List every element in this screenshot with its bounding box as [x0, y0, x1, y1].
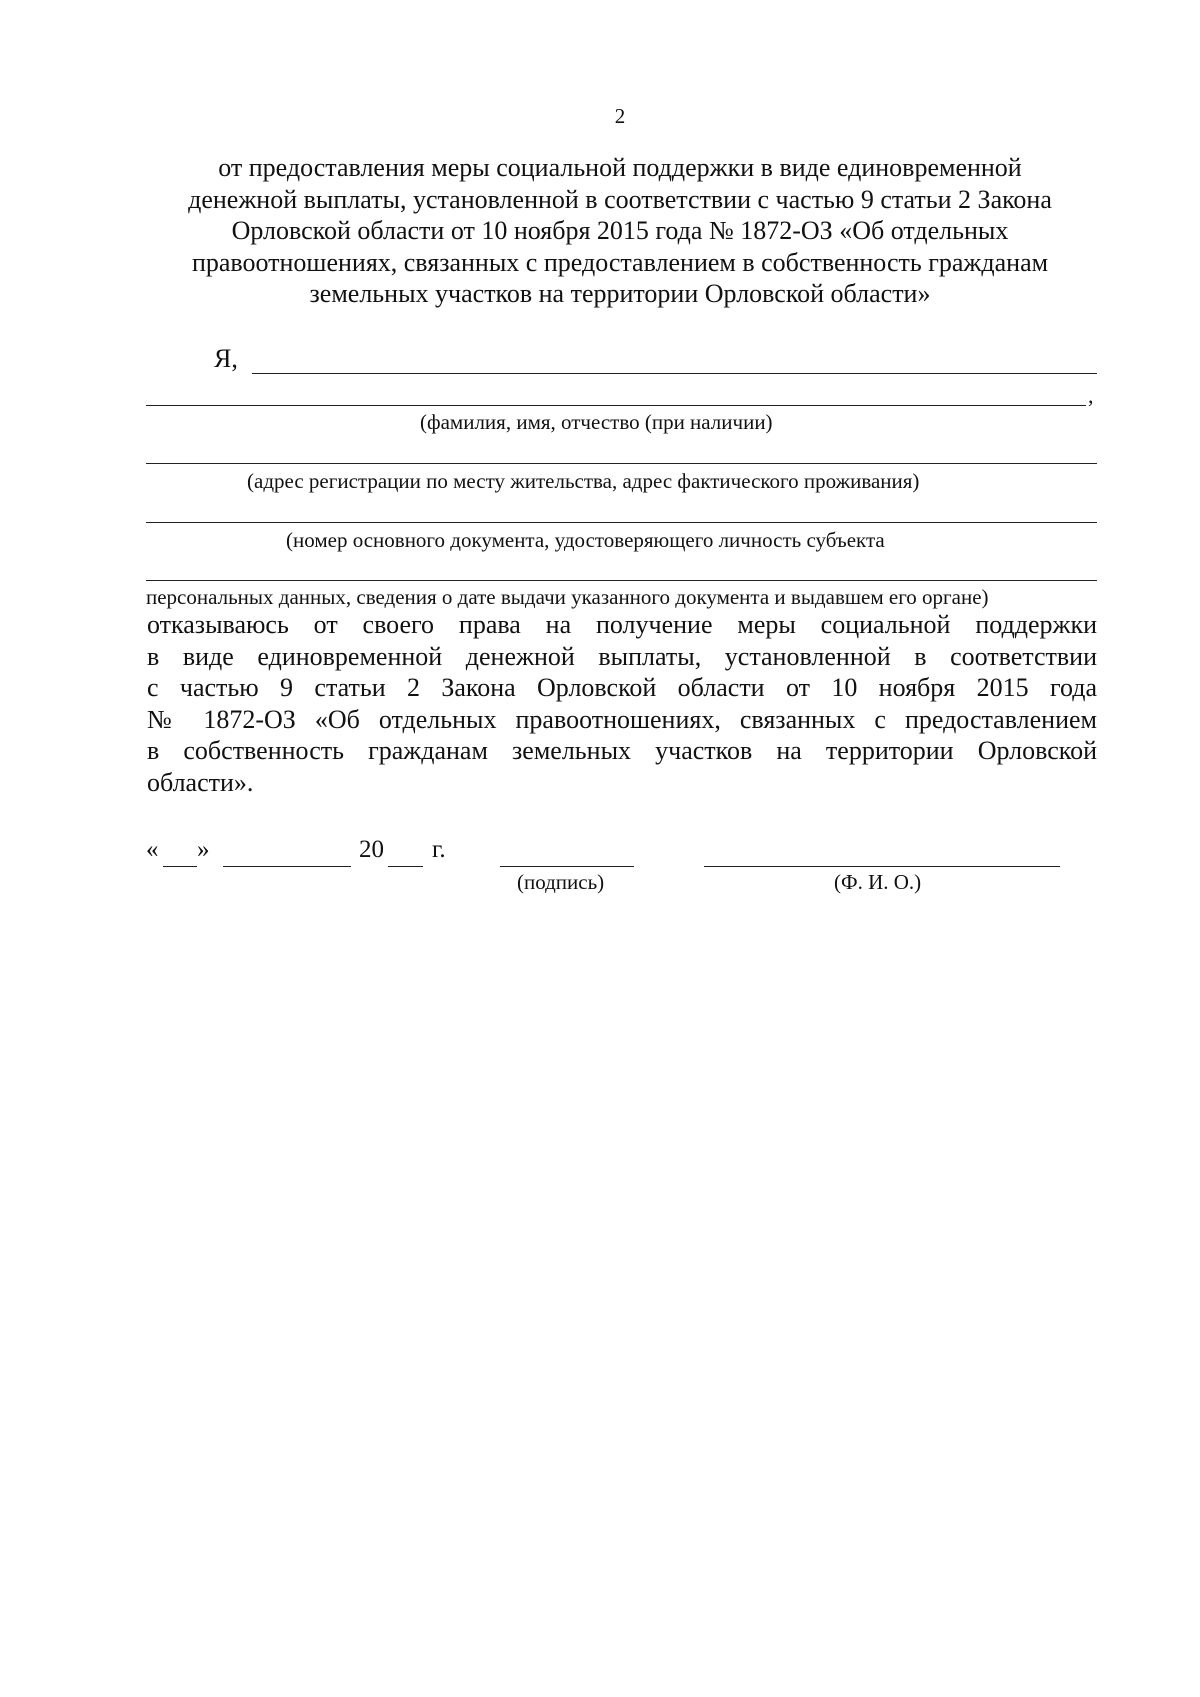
date-day-blank[interactable] — [163, 866, 197, 867]
body-line: области». — [147, 767, 254, 797]
body-line: отказываюсь от своего права на получение меры социальной поддержки — [147, 610, 1097, 639]
caption-fio: (фамилия, имя, отчество (при наличии) — [420, 410, 773, 434]
title-line: правоотношениях, связанных с предоставлением в собственность гражданам — [191, 247, 1049, 277]
date-year-suffix: г. — [432, 836, 446, 863]
caption-document-line1: (номер основного документа, удостоверяющего личность субъекта — [286, 528, 885, 552]
date-month-blank[interactable] — [223, 866, 351, 867]
refusal-statement — [147, 609, 1097, 798]
document-fill-line-1[interactable] — [146, 522, 1097, 523]
date-close-quote: » — [197, 836, 210, 863]
name-blank[interactable] — [704, 866, 1060, 867]
date-year-blank[interactable] — [388, 866, 423, 867]
document-fill-line-2[interactable] — [146, 580, 1097, 581]
body-line: № 1872-ОЗ «Об отдельных правоотношениях, связанных с предоставлением — [147, 704, 1097, 734]
caption-address: (адрес регистрации по месту жительства, адрес фактического проживания) — [247, 469, 920, 493]
page-number: 2 — [614, 104, 626, 128]
signature-blank[interactable] — [500, 866, 634, 867]
name-caption: (Ф. И. О.) — [834, 870, 922, 894]
title-line: Орловской области от 10 ноября 2015 года № 1872-ОЗ «Об отдельных — [231, 216, 1009, 245]
document-title — [150, 152, 1090, 310]
body-line: в виде единовременной денежной выплаты, установленной в соответствии — [147, 641, 1097, 671]
body-line: в собственность гражданам земельных участков на территории Орловской — [147, 736, 1097, 765]
address-fill-line[interactable] — [146, 463, 1097, 464]
caption-document-line2: персональных данных, сведения о дате выдачи указанного документа и выдавшем его органе) — [146, 585, 989, 609]
date-open-quote: « — [146, 836, 159, 863]
title-line: от предоставления меры социальной поддержки в виде единовременной — [218, 153, 1022, 182]
name-fill-line-2[interactable] — [146, 405, 1086, 406]
body-line: с частью 9 статьи 2 Закона Орловской области от 10 ноября 2015 года — [147, 673, 1097, 702]
signature-caption: (подпись) — [517, 870, 605, 894]
title-line: денежной выплаты, установленной в соответствии с частью 9 статьи 2 Закона — [188, 184, 1052, 214]
name-fill-line-1[interactable] — [252, 373, 1097, 374]
line-comma: , — [1088, 383, 1094, 408]
ya-label: Я, — [214, 344, 238, 373]
title-line: земельных участков на территории Орловской области» — [309, 279, 931, 308]
date-year-prefix: 20 — [359, 836, 384, 863]
